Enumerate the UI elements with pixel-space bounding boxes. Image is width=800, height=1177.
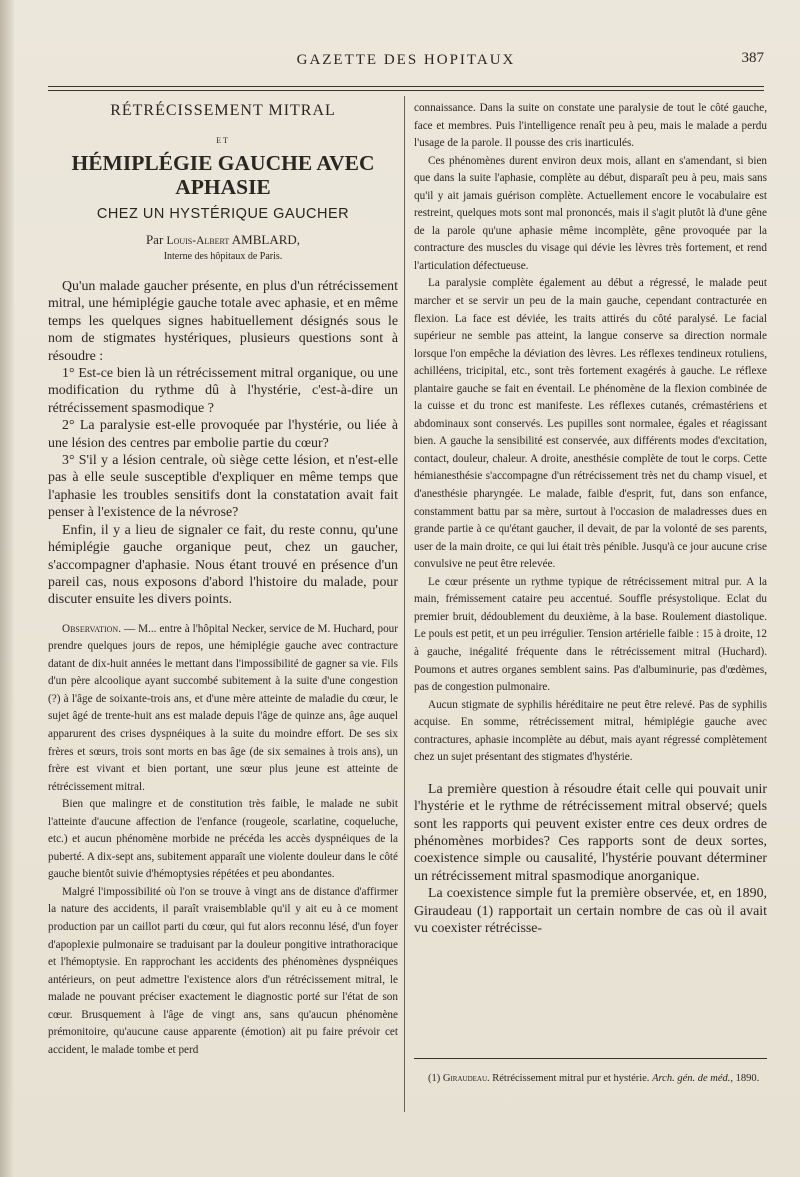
- heart-paragraph: Le cœur présente un rythme typique de rétrécissement mitral pur. A la main, frémissement cataire peu accentué. Souffle présystolique. Eclat du premier bruit, dédoublement du deuxième, à la base. Roulement diastolique. Le pouls est petit, et un peu irrégulier. Tension artérielle faible : 15 à droite, 12 à gauche, inégalité fréquente dans le rétrécissement mitral (Huchard). Poumons et autres organes semblent sains. Pas d'albuminurie, pas d'œdèmes, pas de congestion pulmonaire.: [414, 575, 767, 694]
- hypothesis-paragraph: Malgré l'impossibilité où l'on se trouve à vingt ans de distance d'affirmer la nature des accidents, il paraît vraisemblable qu'il y ait eu à ce moment production par un caillot parti du cœur, qui fut alors reconnu lésé, d'un foyer d'apoplexie pulmonaire se traduisant par la douleur pongitive intrathoracique et l'hémoptysie. En rapprochant les accidents des phénomènes dyspnéiques antérieurs, on peut admettre l'existence alors d'un rétrécissement mitral, le malade ne pouvant préciser exactement le diagnostic porté sur l'état de son cœur. Brusquement à l'âge de vingt ans, sans qu'aucun phénomène prémonitoire, qu'aucune cause apparente (émotion) ait pu faire prévoir cet accident, le malade tombe et perd: [48, 885, 398, 1056]
- intro-paragraph: Qu'un malade gaucher présente, en plus d'un rétrécissement mitral, une hémiplégie gauche totale avec aphasie, et en même temps les quelques signes habituellement désignés sous le nom de stigmates hystériques, plusieurs questions sont à résoudre :: [48, 279, 398, 364]
- footnote-marker: (1): [428, 1073, 441, 1084]
- footnote-year: 1890.: [735, 1073, 760, 1084]
- history-paragraph: Bien que malingre et de constitution très faible, le malade ne subit l'atteinte d'aucune affection de l'enfance (rougeole, scarlatine, coqueluche, etc.) et aucun phénomène morbide ne précéda les accès dyspnéiques de la puberté. A dix-sept ans, subitement apparaît une violente douleur dans le côté gauche bientôt suivie d'hémoptysies répétées et peu abondantes.: [48, 798, 398, 881]
- footnote-journal: Arch. gén. de méd.,: [652, 1073, 734, 1084]
- article-title-line3: CHEZ UN HYSTÉRIQUE GAUCHER: [96, 206, 350, 222]
- footnote-rule: [414, 1058, 767, 1059]
- footnote: [414, 1070, 767, 1087]
- intro-conclusion: Enfin, il y a lieu de signaler ce fait, du reste connu, qu'une hémiplégie gauche organique peut, chez un gaucher, s'accompagner d'aphasie. Nous étant trouvé en présence d'un pareil cas, nous exposons d'abord l'histoire du malade, pour discuter ensuite les divers points.: [48, 522, 398, 608]
- article-title-line2: HÉMIPLÉGIE GAUCHE AVEC APHASIE: [71, 151, 375, 199]
- article-title-et: ET: [216, 136, 230, 145]
- continuation-paragraph: connaissance. Dans la suite on constate une paralysie de tout le côté gauche, face et membres. Puis l'intelligence renaît peu à peu, mais le malade a perdu l'usage de la parole. Il pousse des cris inarticulés.: [414, 102, 767, 150]
- page-number: 387: [741, 50, 764, 66]
- left-column: [48, 100, 398, 1059]
- observation-paragraph: [48, 621, 398, 796]
- byline-par: Par: [145, 232, 164, 247]
- question-2: 2° La paralysie est-elle provoquée par l'hystérie, ou liée à une lésion des centres par embolie partie du cœur?: [48, 418, 398, 451]
- observation-text: — M... entre à l'hôpital Necker, service de M. Huchard, pour prendre quelques jours de repos, une hémiplégie gauche avec contracture datant de dix-huit années le mettant dans l'impossibilité de gagner sa vie. Fils d'un père alcoolique ayant succombé subitement à la suite d'une congestion (?) à l'âge de soixante-trois ans, et d'une mère atteinte de maladie du cœur, le sujet âgé de trente-huit ans est malade depuis l'âge de quinze ans, âge auquel apparurent des crises dyspnéiques à la suite du moindre effort. De ses six frères et sœurs, trois sont morts en bas âge (de six semaines à trois ans), un frère est vivant et bien portant, une sœur plus jeune est atteinte de rétrécissement mitral.: [48, 622, 399, 793]
- syphilis-paragraph: Aucun stigmate de syphilis héréditaire ne peut être relevé. Pas de syphilis acquise. En somme, rétrécissement mitral, hémiplégie gauche avec contractures, aphasie incomplète au début, mais ayant régressé complètement chez un sujet présentant des stigmates d'hystérie.: [414, 698, 767, 764]
- page-header: [48, 50, 764, 74]
- page-binding-edge: [0, 0, 14, 1177]
- question-1: 1° Est-ce bien là un rétrécissement mitral organique, ou une modification du rythme dû à l'hystérie, c'est-à-dire un rétrécissement spasmodique ?: [48, 366, 398, 416]
- article-title-line1: RÉTRÉCISSEMENT MITRAL: [110, 102, 336, 119]
- observation-label: Observation.: [62, 622, 121, 635]
- right-column: [414, 100, 767, 937]
- footnote-author: Giraudeau.: [442, 1073, 490, 1084]
- discussion-paragraph-1: La première question à résoudre était celle qui pouvait unir l'hystérie et le rythme de rétrécissement mitral observé; quels sont les rapports qui peuvent exister entre ces deux ordres de phénomènes morbides? Ces rapports sont de deux sortes, coexistence simple ou causalité, l'hystérie pouvant déterminer un rétrécissement mitral spasmodique anorganique.: [414, 781, 767, 884]
- header-rule: [48, 86, 764, 87]
- header-rule-thin: [48, 90, 764, 91]
- column-divider: [404, 96, 405, 1112]
- byline: [48, 232, 398, 248]
- author-given-name: Louis-Albert: [166, 235, 230, 247]
- author-surname: AMBLARD,: [231, 232, 301, 247]
- discussion-paragraph-2: La coexistence simple fut la première observée, et, en 1890, Giraudeau (1) rapportait un certain nombre de cas où il avait vu coexister rétrécisse-: [414, 886, 767, 937]
- paralysis-paragraph: La paralysie complète également au début a régressé, le malade peut marcher et se servir un peu de la main gauche, cependant contracturée en flexion. La face est déviée, les traits attirés du côté paralysé. Le facial supérieur ne semble pas atteint, la langue conserve sa direction normale lorsque l'on empêche la déviation des lèvres. Les réflexes tendineux rotuliens, achilléens, tricipital, etc., sont très fortement exagérés à gauche. Le réflexe plantaire gauche se fait en éventail. Le phénomène de la flexion combinée de la cuisse et du tronc est manifeste. Les réflexes cutanés, crémastériens et abdominaux sont conservés. Les pupilles sont normalee, égales et réagissant bien. A gauche la sensibilité est conservée, aux différents modes d'excitation, contact, douleur, chaleur. A droite, anesthésie complète de tout le corps. Cette hémianesthésie s'accompagne d'un rétrécissement très net du champ visuel, et d'anesthésie pharyngée. Le malade, faible d'esprit, fut, dans son enfance, constamment battu par sa mère, surtout à l'occasion de maladresses dues en grande partie à ce qu'étant gaucher, il devait, de par la volonté de ses parents, user de la main droite, ce qui lui était très pénible. Jusqu'à ce jour aucune crise convulsive ne peut être relevée.: [414, 277, 767, 571]
- footnote-text: Rétrécissement mitral pur et hystérie.: [492, 1073, 650, 1084]
- question-3: 3° S'il y a lésion centrale, où siège cette lésion, et n'est-elle pas à elle seule susceptible d'expliquer en même temps que l'aphasie les troubles sensitifs dont la constatation avait fait penser à l'existence de la névrose?: [48, 453, 398, 521]
- aphasia-paragraph: Ces phénomènes durent environ deux mois, allant en s'amendant, si bien que dans la suite l'aphasie, complète au début, disparaît peu à peu, mais sans qu'il y ait jamais guérison complète. Actuellement encore le vocabulaire est restreint, quelques mots sont mal prononcés, mais il s'agit plutôt là d'une gêne de la parole qu'une aphasie même incomplète, gêne provoquée par la contracture des muscles du visage qui dévie les lèvres très fortement, et rend l'articulation défectueuse.: [414, 154, 767, 272]
- running-title: GAZETTE DES HOPITAUX: [296, 52, 516, 68]
- author-affiliation: Interne des hôpitaux de Paris.: [163, 251, 283, 262]
